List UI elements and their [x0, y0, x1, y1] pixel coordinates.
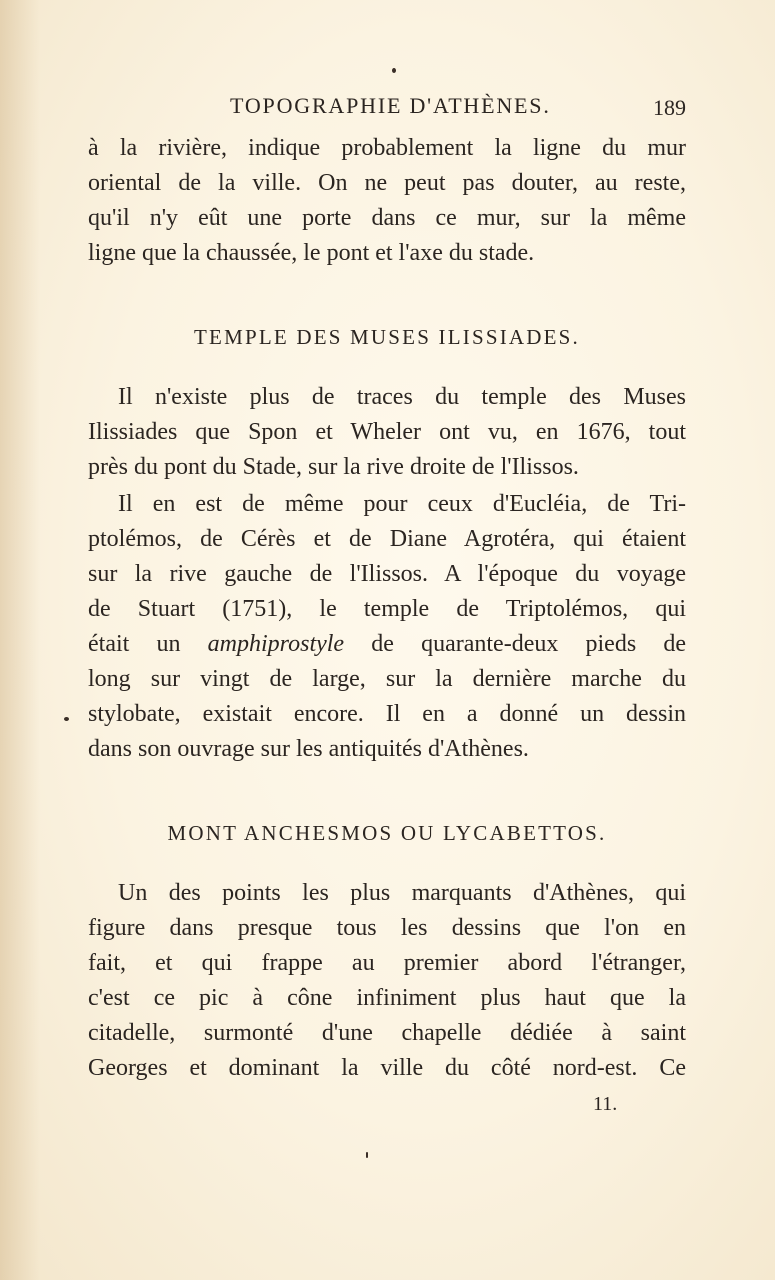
- italic-term: amphiprostyle: [207, 631, 345, 657]
- text-line: stylobate, existait encore. Il en a donné un dessin: [88, 701, 686, 727]
- page-gutter-shadow: [0, 0, 40, 1280]
- text-line: Il en est de même pour ceux d'Eucléia, de Tri-: [118, 491, 686, 517]
- ink-speck: [64, 717, 69, 721]
- text-line: oriental de la ville. On ne peut pas douter, au reste,: [88, 170, 686, 196]
- section-heading: MONT ANCHESMOS OU LYCABETTOS.: [167, 821, 607, 845]
- text-line: Ilissiades que Spon et Wheler ont vu, en 1676, tout: [88, 419, 686, 445]
- text-line: Il n'existe plus de traces du temple des Muses: [118, 384, 686, 410]
- text-run: de quarante-deux pieds de: [344, 631, 686, 657]
- text-line: sur la rive gauche de l'Ilissos. A l'époque du voyage: [88, 561, 686, 587]
- page-header: [88, 93, 686, 127]
- paragraph-muses: [88, 380, 686, 485]
- paragraph-lycabettos: [88, 876, 686, 1086]
- ink-speck: [392, 68, 396, 73]
- text-line: ptolémos, de Cérès et de Diane Agrotéra, qui étaient: [88, 526, 686, 552]
- text-line: ligne que la chaussée, le pont et l'axe du stade.: [88, 240, 535, 266]
- text-line: à la rivière, indique probablement la ligne du mur: [88, 135, 686, 161]
- page-number: 189: [653, 95, 686, 120]
- text-line: figure dans presque tous les dessins que l'on en: [88, 915, 686, 941]
- paragraph-continuation: [88, 131, 686, 271]
- text-line: citadelle, surmonté d'une chapelle dédiée à saint: [88, 1020, 686, 1046]
- section-heading: TEMPLE DES MUSES ILISSIADES.: [194, 325, 580, 349]
- text-line: dans son ouvrage sur les antiquités d'Athènes.: [88, 736, 529, 762]
- text-run: était un: [88, 631, 208, 657]
- text-line: Un des points les plus marquants d'Athènes, qui: [118, 880, 686, 906]
- text-line: qu'il n'y eût une porte dans ce mur, sur la même: [88, 205, 686, 231]
- text-line: [88, 627, 686, 662]
- ink-speck: [366, 1152, 368, 1158]
- text-line: Georges et dominant la ville du côté nord-est. Ce: [88, 1055, 686, 1081]
- paragraph-eucleia: [88, 487, 686, 767]
- text-line: c'est ce pic à cône infiniment plus haut que la: [88, 985, 686, 1011]
- text-line: de Stuart (1751), le temple de Triptolémos, qui: [88, 596, 686, 622]
- signature-mark: 11.: [593, 1093, 618, 1115]
- text-line: fait, et qui frappe au premier abord l'étranger,: [88, 950, 686, 976]
- running-title: TOPOGRAPHIE D'ATHÈNES.: [230, 93, 551, 118]
- text-line: près du pont du Stade, sur la rive droite de l'Ilissos.: [88, 454, 579, 480]
- text-line: long sur vingt de large, sur la dernière marche du: [88, 666, 686, 692]
